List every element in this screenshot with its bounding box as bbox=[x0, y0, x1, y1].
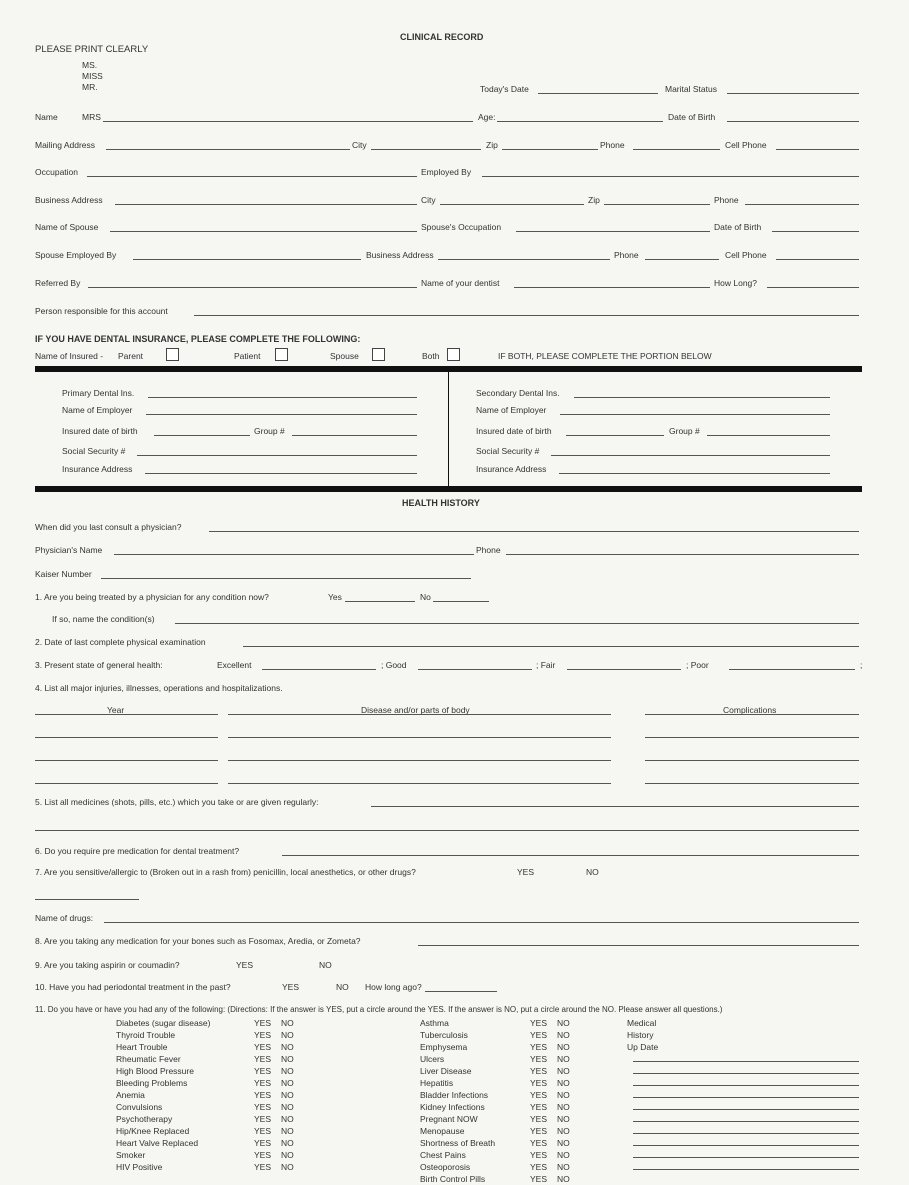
year-line[interactable] bbox=[35, 760, 218, 761]
parent-label: Parent bbox=[118, 351, 144, 361]
secondary-insured-dob-field[interactable] bbox=[566, 435, 664, 436]
secondary-ins-field[interactable] bbox=[574, 397, 830, 398]
cond-right-no-option[interactable]: NO bbox=[557, 1078, 570, 1088]
primary-insured-dob-field[interactable] bbox=[154, 435, 250, 436]
q3-fair-field[interactable] bbox=[567, 669, 681, 670]
year-line[interactable] bbox=[35, 737, 218, 738]
medical-history-update-line[interactable] bbox=[633, 1145, 859, 1146]
q10-no[interactable]: NO bbox=[336, 982, 349, 992]
secondary-group-field[interactable] bbox=[707, 435, 830, 436]
q3-end-semicolon: ; bbox=[860, 660, 863, 670]
business-phone-field[interactable] bbox=[745, 204, 859, 205]
cond-left-no-option[interactable]: NO bbox=[281, 1090, 294, 1100]
how-long-ago-field[interactable] bbox=[425, 991, 497, 992]
complications-line[interactable] bbox=[645, 783, 859, 784]
age-label: Age: bbox=[478, 112, 496, 122]
title-mr: MR. bbox=[82, 82, 98, 92]
q3-poor-label: ; Poor bbox=[686, 660, 709, 670]
q10-yes[interactable]: YES bbox=[282, 982, 300, 992]
spouse-name-field[interactable] bbox=[110, 231, 417, 232]
name-of-insured-label: Name of Insured - bbox=[35, 351, 104, 361]
cond-right-yes-option[interactable]: YES bbox=[530, 1054, 548, 1064]
secondary-ins-label: Secondary Dental Ins. bbox=[476, 388, 560, 398]
disease-line[interactable] bbox=[228, 760, 611, 761]
zip-field[interactable] bbox=[502, 149, 598, 150]
cond-left-yes-option[interactable]: YES bbox=[254, 1150, 272, 1160]
cond-left-yes-option[interactable]: YES bbox=[254, 1114, 272, 1124]
cond-right-yes-option[interactable]: YES bbox=[530, 1090, 548, 1100]
cond-right-condition-label: Bladder Infections bbox=[420, 1090, 489, 1100]
cond-left-yes-option[interactable]: YES bbox=[254, 1042, 272, 1052]
secondary-insured-dob-label: Insured date of birth bbox=[476, 426, 552, 436]
cond-left-no-option[interactable]: NO bbox=[281, 1054, 294, 1064]
col-disease-header: Disease and/or parts of body bbox=[361, 705, 470, 715]
dentist-field[interactable] bbox=[514, 287, 710, 288]
mailing-address-label: Mailing Address bbox=[35, 140, 96, 150]
cond-right-yes-option[interactable]: YES bbox=[530, 1078, 548, 1088]
q3-excellent-label: Excellent bbox=[217, 660, 252, 670]
q5-field-2[interactable] bbox=[35, 830, 859, 831]
cond-right-yes-option[interactable]: YES bbox=[530, 1174, 548, 1184]
cond-right-condition-label: Emphysema bbox=[420, 1042, 468, 1052]
cond-left-condition-label: Thyroid Trouble bbox=[116, 1030, 176, 1040]
cond-right-condition-label: Birth Control Pills bbox=[420, 1174, 486, 1184]
medical-history-update-line[interactable] bbox=[633, 1085, 859, 1086]
history-label: History bbox=[627, 1030, 654, 1040]
cond-left-yes-option[interactable]: YES bbox=[254, 1054, 272, 1064]
cond-left-no-option[interactable]: NO bbox=[281, 1030, 294, 1040]
q6-text: 6. Do you require pre medication for dental treatment? bbox=[35, 846, 240, 856]
q11-text: 11. Do you have or have you had any of the following: (Directions: If the answer is YES, put a circle around the YES. If the answer is NO, put a circle around the NO. Please answer all questions.) bbox=[35, 1005, 723, 1014]
business-address-field[interactable] bbox=[115, 204, 417, 205]
last-consult-field[interactable] bbox=[209, 531, 859, 532]
spouse-employed-by-label: Spouse Employed By bbox=[35, 250, 117, 260]
medical-history-update-line[interactable] bbox=[633, 1061, 859, 1062]
primary-employer-label: Name of Employer bbox=[62, 405, 133, 415]
cond-left-condition-label: Diabetes (sugar disease) bbox=[116, 1018, 211, 1028]
secondary-employer-field[interactable] bbox=[560, 414, 830, 415]
cond-left-condition-label: Heart Trouble bbox=[116, 1042, 168, 1052]
zip-label: Zip bbox=[486, 140, 498, 150]
cond-left-yes-option[interactable]: YES bbox=[254, 1078, 272, 1088]
cond-right-no-option[interactable]: NO bbox=[557, 1114, 570, 1124]
if-both-note: IF BOTH, PLEASE COMPLETE THE PORTION BELOW bbox=[498, 351, 712, 361]
referred-by-field[interactable] bbox=[88, 287, 417, 288]
business-zip-label: Zip bbox=[588, 195, 600, 205]
q5-text: 5. List all medicines (shots, pills, etc.) which you take or are given regularly: bbox=[35, 797, 319, 807]
medical-history-update-line[interactable] bbox=[633, 1169, 859, 1170]
primary-employer-field[interactable] bbox=[146, 414, 417, 415]
primary-address-label: Insurance Address bbox=[62, 464, 133, 474]
spouse-phone-label: Phone bbox=[614, 250, 639, 260]
cond-left-condition-label: Hip/Knee Replaced bbox=[116, 1126, 190, 1136]
cond-left-no-option[interactable]: NO bbox=[281, 1102, 294, 1112]
q8-field[interactable] bbox=[418, 945, 859, 946]
disease-line[interactable] bbox=[228, 783, 611, 784]
q9-yes[interactable]: YES bbox=[236, 960, 254, 970]
complications-line[interactable] bbox=[645, 737, 859, 738]
health-history-heading: HEALTH HISTORY bbox=[402, 498, 480, 508]
phone-field[interactable] bbox=[633, 149, 720, 150]
cond-left-condition-label: Anemia bbox=[116, 1090, 145, 1100]
q3-poor-field[interactable] bbox=[729, 669, 855, 670]
cond-left-no-option[interactable]: NO bbox=[281, 1162, 294, 1172]
secondary-ssn-field[interactable] bbox=[551, 455, 830, 456]
primary-ssn-field[interactable] bbox=[137, 455, 417, 456]
cond-left-condition-label: Rheumatic Fever bbox=[116, 1054, 181, 1064]
physicians-name-field[interactable] bbox=[114, 554, 474, 555]
city-label: City bbox=[352, 140, 367, 150]
spouse-dob-field[interactable] bbox=[772, 231, 859, 232]
both-label: Both bbox=[422, 351, 440, 361]
cond-right-yes-option[interactable]: YES bbox=[530, 1042, 548, 1052]
col-complications-header: Complications bbox=[723, 705, 777, 715]
employed-by-field[interactable] bbox=[482, 176, 859, 177]
business-city-label: City bbox=[421, 195, 436, 205]
primary-ins-field[interactable] bbox=[148, 397, 417, 398]
medical-history-update-line[interactable] bbox=[633, 1133, 859, 1134]
cell-phone-field[interactable] bbox=[776, 149, 859, 150]
physician-phone-label: Phone bbox=[476, 545, 501, 555]
cond-right-condition-label: Pregnant NOW bbox=[420, 1114, 478, 1124]
insurance-divider bbox=[448, 372, 449, 486]
employed-by-label: Employed By bbox=[421, 167, 472, 177]
cond-left-condition-label: Convulsions bbox=[116, 1102, 163, 1112]
patient-label: Patient bbox=[234, 351, 261, 361]
cond-right-yes-option[interactable]: YES bbox=[530, 1066, 548, 1076]
q7-text: 7. Are you sensitive/allergic to (Broken out in a rash from) penicillin, local anesthetics, or other drugs? bbox=[35, 867, 416, 877]
q6-field[interactable] bbox=[282, 855, 859, 856]
q1-yes-field[interactable] bbox=[345, 601, 415, 602]
cond-right-condition-label: Tuberculosis bbox=[420, 1030, 468, 1040]
q3-good-label: ; Good bbox=[381, 660, 407, 670]
year-line[interactable] bbox=[35, 783, 218, 784]
cond-right-condition-label: Hepatitis bbox=[420, 1078, 454, 1088]
cond-right-yes-option[interactable]: YES bbox=[530, 1030, 548, 1040]
q3-fair-label: ; Fair bbox=[536, 660, 556, 670]
cond-left-no-option[interactable]: NO bbox=[281, 1114, 294, 1124]
q3-excellent-field[interactable] bbox=[262, 669, 376, 670]
cond-right-condition-label: Menopause bbox=[420, 1126, 465, 1136]
marital-status-field[interactable] bbox=[727, 93, 859, 94]
person-responsible-field[interactable] bbox=[194, 315, 859, 316]
occupation-field[interactable] bbox=[87, 176, 417, 177]
cond-left-condition-label: Psychotherapy bbox=[116, 1114, 173, 1124]
form-title: CLINICAL RECORD bbox=[400, 32, 484, 42]
secondary-address-label: Insurance Address bbox=[476, 464, 547, 474]
cond-left-no-option[interactable]: NO bbox=[281, 1066, 294, 1076]
cond-left-yes-option[interactable]: YES bbox=[254, 1066, 272, 1076]
how-long-field[interactable] bbox=[767, 287, 859, 288]
cond-right-yes-option[interactable]: YES bbox=[530, 1162, 548, 1172]
todays-date-label: Today's Date bbox=[480, 84, 529, 94]
primary-ssn-label: Social Security # bbox=[62, 446, 126, 456]
q2-text: 2. Date of last complete physical examination bbox=[35, 637, 206, 647]
physician-phone-field[interactable] bbox=[506, 554, 859, 555]
cond-right-no-option[interactable]: NO bbox=[557, 1042, 570, 1052]
cond-right-yes-option[interactable]: YES bbox=[530, 1138, 548, 1148]
title-miss: MISS bbox=[82, 71, 103, 81]
primary-group-label: Group # bbox=[254, 426, 285, 436]
cond-right-condition-label: Ulcers bbox=[420, 1054, 445, 1064]
cond-left-yes-option[interactable]: YES bbox=[254, 1030, 272, 1040]
cond-left-no-option[interactable]: NO bbox=[281, 1042, 294, 1052]
cond-right-condition-label: Asthma bbox=[420, 1018, 449, 1028]
cond-right-no-option[interactable]: NO bbox=[557, 1102, 570, 1112]
col-year-header: Year bbox=[107, 705, 125, 715]
cond-left-no-option[interactable]: NO bbox=[281, 1126, 294, 1136]
cond-left-no-option[interactable]: NO bbox=[281, 1018, 294, 1028]
cond-right-no-option[interactable]: NO bbox=[557, 1030, 570, 1040]
cond-left-yes-option[interactable]: YES bbox=[254, 1126, 272, 1136]
cond-left-yes-option[interactable]: YES bbox=[254, 1138, 272, 1148]
medical-history-update-line[interactable] bbox=[633, 1073, 859, 1074]
kaiser-label: Kaiser Number bbox=[35, 569, 92, 579]
q1-conditions-field[interactable] bbox=[175, 623, 859, 624]
secondary-employer-label: Name of Employer bbox=[476, 405, 547, 415]
name-field[interactable] bbox=[103, 121, 473, 122]
cond-left-condition-label: High Blood Pressure bbox=[116, 1066, 194, 1076]
dob-field[interactable] bbox=[727, 121, 859, 122]
primary-group-field[interactable] bbox=[292, 435, 417, 436]
cond-right-no-option[interactable]: NO bbox=[557, 1174, 570, 1184]
cond-left-yes-option[interactable]: YES bbox=[254, 1162, 272, 1172]
q9-no[interactable]: NO bbox=[319, 960, 332, 970]
q1-sub-label: If so, name the condition(s) bbox=[52, 614, 155, 624]
last-consult-label: When did you last consult a physician? bbox=[35, 522, 182, 532]
cond-right-condition-label: Liver Disease bbox=[420, 1066, 472, 1076]
q1-yes-label: Yes bbox=[328, 592, 342, 602]
cond-left-condition-label: Heart Valve Replaced bbox=[116, 1138, 199, 1148]
business-phone-label: Phone bbox=[714, 195, 739, 205]
medical-history-update-line[interactable] bbox=[633, 1157, 859, 1158]
cond-right-condition-label: Osteoporosis bbox=[420, 1162, 471, 1172]
q4-text: 4. List all major injuries, illnesses, operations and hospitalizations. bbox=[35, 683, 283, 693]
age-field[interactable] bbox=[497, 121, 663, 122]
cond-left-no-option[interactable]: NO bbox=[281, 1150, 294, 1160]
cell-phone-label: Cell Phone bbox=[725, 140, 767, 150]
q7-field[interactable] bbox=[35, 899, 139, 900]
q1-no-label: No bbox=[420, 592, 431, 602]
name-of-drugs-field[interactable] bbox=[104, 922, 859, 923]
spouse-business-address-field[interactable] bbox=[438, 259, 610, 260]
title-ms: MS. bbox=[82, 60, 98, 70]
q1-text: 1. Are you being treated by a physician for any condition now? bbox=[35, 592, 269, 602]
cond-right-no-option[interactable]: NO bbox=[557, 1066, 570, 1076]
year-line[interactable] bbox=[35, 714, 218, 715]
q8-text: 8. Are you taking any medication for your bones such as Fosomax, Aredia, or Zometa? bbox=[35, 936, 361, 946]
spouse-cell-field[interactable] bbox=[776, 259, 859, 260]
business-zip-field[interactable] bbox=[604, 204, 710, 205]
medical-history-update-line[interactable] bbox=[633, 1121, 859, 1122]
medical-history-update-line[interactable] bbox=[633, 1097, 859, 1098]
primary-insured-dob-label: Insured date of birth bbox=[62, 426, 138, 436]
cond-right-no-option[interactable]: NO bbox=[557, 1054, 570, 1064]
secondary-ssn-label: Social Security # bbox=[476, 446, 540, 456]
cond-right-condition-label: Chest Pains bbox=[420, 1150, 466, 1160]
cond-right-yes-option[interactable]: YES bbox=[530, 1102, 548, 1112]
spouse-cell-label: Cell Phone bbox=[725, 250, 767, 260]
insurance-heading: IF YOU HAVE DENTAL INSURANCE, PLEASE COMPLETE THE FOLLOWING: bbox=[35, 334, 361, 344]
cond-right-yes-option[interactable]: YES bbox=[530, 1018, 548, 1028]
cond-right-yes-option[interactable]: YES bbox=[530, 1150, 548, 1160]
cond-right-no-option[interactable]: NO bbox=[557, 1090, 570, 1100]
secondary-group-label: Group # bbox=[669, 426, 700, 436]
how-long-ago-label: How long ago? bbox=[365, 982, 422, 992]
q5-field[interactable] bbox=[371, 806, 859, 807]
cond-right-condition-label: Shortness of Breath bbox=[420, 1138, 496, 1148]
name-of-drugs-label: Name of drugs: bbox=[35, 913, 94, 923]
cond-left-yes-option[interactable]: YES bbox=[254, 1102, 272, 1112]
spouse-label: Spouse bbox=[330, 351, 359, 361]
cond-left-condition-label: Smoker bbox=[116, 1150, 146, 1160]
cond-right-no-option[interactable]: NO bbox=[557, 1150, 570, 1160]
cond-left-no-option[interactable]: NO bbox=[281, 1138, 294, 1148]
cond-left-yes-option[interactable]: YES bbox=[254, 1018, 272, 1028]
cond-right-no-option[interactable]: NO bbox=[557, 1162, 570, 1172]
todays-date-field[interactable] bbox=[538, 93, 658, 94]
q2-field[interactable] bbox=[243, 646, 859, 647]
cond-right-no-option[interactable]: NO bbox=[557, 1138, 570, 1148]
q10-text: 10. Have you had periodontal treatment in the past? bbox=[35, 982, 231, 992]
print-clearly-note: PLEASE PRINT CLEARLY bbox=[35, 44, 149, 55]
q3-good-field[interactable] bbox=[418, 669, 532, 670]
update-label: Up Date bbox=[627, 1042, 659, 1052]
cond-left-yes-option[interactable]: YES bbox=[254, 1090, 272, 1100]
spouse-phone-field[interactable] bbox=[645, 259, 719, 260]
mailing-address-field[interactable] bbox=[106, 149, 350, 150]
q7-no[interactable]: NO bbox=[586, 867, 599, 877]
spouse-occupation-field[interactable] bbox=[516, 231, 710, 232]
spouse-employed-by-field[interactable] bbox=[133, 259, 361, 260]
how-long-label: How Long? bbox=[714, 278, 758, 288]
both-checkbox[interactable] bbox=[447, 348, 460, 361]
spouse-dob-label: Date of Birth bbox=[714, 222, 762, 232]
disease-line[interactable] bbox=[228, 714, 611, 715]
q9-text: 9. Are you taking aspirin or coumadin? bbox=[35, 960, 180, 970]
complications-line[interactable] bbox=[645, 714, 859, 715]
title-mrs: MRS bbox=[82, 112, 101, 122]
marital-status-label: Marital Status bbox=[665, 84, 717, 94]
kaiser-field[interactable] bbox=[101, 578, 471, 579]
occupation-label: Occupation bbox=[35, 167, 78, 177]
spouse-name-label: Name of Spouse bbox=[35, 222, 99, 232]
dentist-label: Name of your dentist bbox=[421, 278, 500, 288]
cond-left-no-option[interactable]: NO bbox=[281, 1078, 294, 1088]
complications-line[interactable] bbox=[645, 760, 859, 761]
medical-history-update-line[interactable] bbox=[633, 1109, 859, 1110]
business-address-label: Business Address bbox=[35, 195, 103, 205]
patient-checkbox[interactable] bbox=[275, 348, 288, 361]
parent-checkbox[interactable] bbox=[166, 348, 179, 361]
city-field[interactable] bbox=[371, 149, 481, 150]
spouse-business-address-label: Business Address bbox=[366, 250, 434, 260]
cond-right-yes-option[interactable]: YES bbox=[530, 1126, 548, 1136]
q7-yes[interactable]: YES bbox=[517, 867, 535, 877]
q1-no-field[interactable] bbox=[433, 601, 489, 602]
phone-label: Phone bbox=[600, 140, 625, 150]
secondary-address-field[interactable] bbox=[559, 473, 830, 474]
person-responsible-label: Person responsible for this account bbox=[35, 306, 168, 316]
cond-right-condition-label: Kidney Infections bbox=[420, 1102, 485, 1112]
cond-left-condition-label: Bleeding Problems bbox=[116, 1078, 188, 1088]
primary-ins-label: Primary Dental Ins. bbox=[62, 388, 135, 398]
spouse-checkbox[interactable] bbox=[372, 348, 385, 361]
spouse-occupation-label: Spouse's Occupation bbox=[421, 222, 502, 232]
cond-right-no-option[interactable]: NO bbox=[557, 1018, 570, 1028]
business-city-field[interactable] bbox=[440, 204, 584, 205]
physicians-name-label: Physician's Name bbox=[35, 545, 103, 555]
cond-left-condition-label: HIV Positive bbox=[116, 1162, 163, 1172]
insurance-bottom-bar bbox=[35, 486, 862, 492]
name-label: Name bbox=[35, 112, 58, 122]
primary-address-field[interactable] bbox=[145, 473, 417, 474]
dob-label: Date of Birth bbox=[668, 112, 716, 122]
q3-text: 3. Present state of general health: bbox=[35, 660, 163, 670]
disease-line[interactable] bbox=[228, 737, 611, 738]
referred-by-label: Referred By bbox=[35, 278, 81, 288]
cond-right-yes-option[interactable]: YES bbox=[530, 1114, 548, 1124]
cond-right-no-option[interactable]: NO bbox=[557, 1126, 570, 1136]
medical-label: Medical bbox=[627, 1018, 657, 1028]
